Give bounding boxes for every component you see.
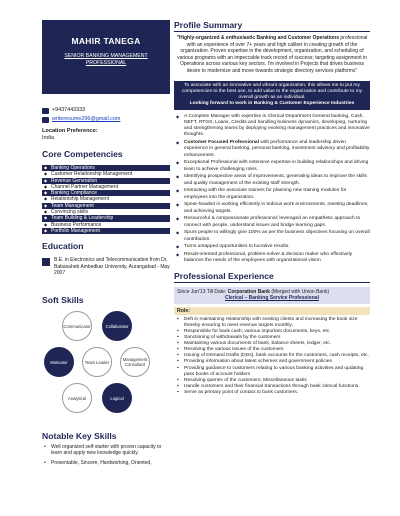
soft-skills-heading: Soft Skills	[42, 295, 84, 306]
list-item	[174, 216, 370, 228]
email-icon	[42, 117, 49, 123]
core-competencies-heading: Core Competencies	[42, 149, 123, 159]
bullet-text: Exceptional Professional with extensive expertise in building relationships and driving team to achieve challenging roles.	[184, 160, 369, 172]
skill-logical: Logical	[102, 383, 132, 413]
list-item: ▪ Sanctioning of withdrawals by the customers	[174, 335, 370, 341]
experience-period: Since Jun'13 Till Date:	[177, 288, 227, 295]
summary-rest: professional with an experience of over 7+ years and high caliber in creating growth of the organization. Proven expertise in the development, organization, and scheduling of various programs with an impeccable track record of success; targeting assignment in Operations across various key sectors. I'm involved in Projects that drives business desire to modernize and move towards strategic directory services platforms"	[177, 35, 368, 74]
profile-summary-heading: Profile Summary	[174, 20, 370, 32]
name-header	[42, 20, 170, 94]
list-item: ▪ Handle customers and their financial transactions through bank clerical functions.	[174, 384, 370, 390]
role-label: Role:	[174, 307, 370, 315]
list-item: ◆ Channel Partner Management	[42, 184, 170, 190]
list-item: ◆ Team Building & Leadership	[42, 215, 170, 221]
bullet-text: Turns untapped opportunities to lucrative results.	[184, 244, 290, 250]
goal-bold-text: Looking forward to work in Banking & Customer Experience Industries	[189, 101, 355, 107]
bullet-text: Interacting with the associate trainers for planning new training modules for employees into the organization.	[184, 188, 347, 200]
experience-company: Corporation Bank	[226, 288, 270, 295]
phone-icon	[42, 108, 49, 114]
career-goal-banner	[174, 81, 370, 110]
list-item	[174, 252, 370, 264]
list-item: ▪ Resolving the various issues of the customers	[174, 347, 370, 353]
location-value: India	[42, 135, 55, 141]
email-row	[42, 115, 170, 124]
experience-header-box	[174, 287, 370, 304]
candidate-title	[48, 53, 164, 67]
bullet-text: Spear-headed in working efficiently in tedious work environments, meeting deadlines, and achieving targets.	[184, 202, 369, 214]
education-heading: Education	[42, 241, 84, 252]
list-item: ◆ Convincing skills	[42, 209, 170, 215]
skill-team-leader: Team Leader	[82, 347, 112, 377]
notable-skills-list	[42, 444, 170, 466]
bullet-text: Spurs people to willingly give 100% as per the business objectives focusing on overall contribution.	[184, 230, 370, 242]
skill-communicator: Communicator	[62, 311, 92, 341]
list-item: ◆ Revenue Generation	[42, 178, 170, 184]
list-item: ▪ Providing guidance to customers relating to various banking activities and updating pass books of account holders	[174, 366, 370, 378]
bullet-text: with performance and leadership driven experience in general banking, personal banking, investment advisory and profitability enhancement.	[184, 140, 370, 158]
list-item	[174, 188, 370, 200]
experience-company-line	[177, 289, 367, 296]
list-item: ▪ Serve as primary point of contact to bank customers.	[174, 390, 370, 396]
list-item: ▪ Issuing of Demand Drafts (DDs), bank accounts for the customers, cash receipts, etc.	[174, 353, 370, 359]
list-item: ◆ Banking Operations	[42, 165, 170, 171]
profile-bullets	[174, 114, 370, 265]
goal-text: To associate with an innovative and vibrant organization, this allows me to put my competencies to the best use, to add value to the organization and contribute to my overall growth as an individual.	[181, 82, 363, 101]
list-item: ▪ Resolving queries of the customers; Miscellaneous tasks	[174, 378, 370, 384]
location-label: Location Preference:	[42, 128, 98, 134]
email-link[interactable]: writeresume296@gmail.com	[52, 116, 121, 122]
experience-note: (Merged with Union Bank)	[269, 288, 330, 295]
summary-bold: "Highly-organized & enthusiastic Banking and Customer Operations	[176, 35, 340, 41]
bullet-text: Resourceful & compassionate professional; leveraged an empathetic approach to connect with people, understand issues and bridge learning gaps.	[184, 216, 361, 228]
education-marker-icon	[42, 258, 50, 266]
list-item	[174, 202, 370, 214]
phone-row	[42, 106, 170, 115]
list-item	[174, 114, 370, 139]
title-line-1: SENIOR BANKING MANAGEMENT	[64, 53, 148, 59]
list-item: ◆ Banking Compliance	[42, 190, 170, 196]
role-list	[174, 317, 370, 396]
location-preference	[42, 128, 170, 142]
list-item: ◆ Customer Relationship Management	[42, 171, 170, 177]
list-item	[174, 230, 370, 242]
contact-block	[42, 106, 170, 124]
experience-role-title: Clerical – Banking Service Professional	[225, 295, 319, 302]
list-item	[174, 160, 370, 172]
education-text: B.E. in Electronics and Telecommunication from Dr. Babasaheb Ambedkar University, Aurangabad - May 2007	[54, 257, 170, 277]
bullet-text: A Complete Manager with expertise in Clerical Department General banking, Cash, NEFT, RTGS, Loans, Credits and handling business dynamics, developing, nurturing and strengthening teams by deploying evolving management practices and innovative thoughts.	[184, 113, 370, 138]
list-item: • Presentable, Sincere, Hardworking, Oriented,	[42, 460, 170, 466]
notable-skills-heading: Notable Key Skills	[42, 431, 117, 442]
list-item: ◆ Team Management	[42, 203, 170, 209]
title-line-2: PROFESSIONAL	[85, 60, 127, 66]
list-item: ▪ Providing information about latest schemes and government policies	[174, 359, 370, 365]
bullet-text: Identifying prospective areas of improvements, generating ideas to improve the skills and quality management of the existing staff strength.	[184, 174, 367, 186]
list-item: ◆ Portfolio Management	[42, 228, 170, 234]
skill-management-consultant: Management Consultant	[120, 347, 150, 377]
right-column	[174, 20, 370, 396]
professional-experience-heading: Professional Experience	[174, 271, 370, 283]
list-item: ◆ Business Performance	[42, 222, 170, 228]
skill-analytical: Analytical	[62, 383, 92, 413]
bullet-bold: Customer Focused Professional	[184, 140, 260, 146]
profile-summary-text	[174, 35, 370, 75]
skill-motivator: Motivator	[44, 347, 74, 377]
skill-collaborator: Collaborator	[102, 311, 132, 341]
bullet-text: Result-oriented professional, problem-solver & decision maker who effectively balances the needs of the employees with organizational vision	[184, 252, 353, 264]
core-competencies-list	[42, 165, 170, 234]
phone-number: +9437443333	[52, 107, 86, 113]
list-item: • Well organized self-starter with proven capacity to learn and apply new knowledge quickly.	[42, 444, 170, 457]
left-column	[42, 20, 170, 466]
list-item	[174, 244, 370, 250]
list-item: ▪ Deft in maintaining relationship with existing clients and increasing the book size thereby ensuring to meet revenue targets monthly.	[174, 317, 370, 329]
list-item: ▪ Maintaining various documents of bank, balance sheets, ledger, etc.	[174, 341, 370, 347]
list-item: ▪ Responsible for bank cash, various important documents, keys, etc.	[174, 329, 370, 335]
list-item	[174, 140, 370, 159]
list-item	[174, 174, 370, 186]
education-entry	[42, 257, 170, 277]
soft-skills-diagram	[42, 309, 170, 427]
candidate-name: MAHIR TANEGA	[71, 36, 141, 46]
list-item: ◆ Relationship Management	[42, 196, 170, 202]
